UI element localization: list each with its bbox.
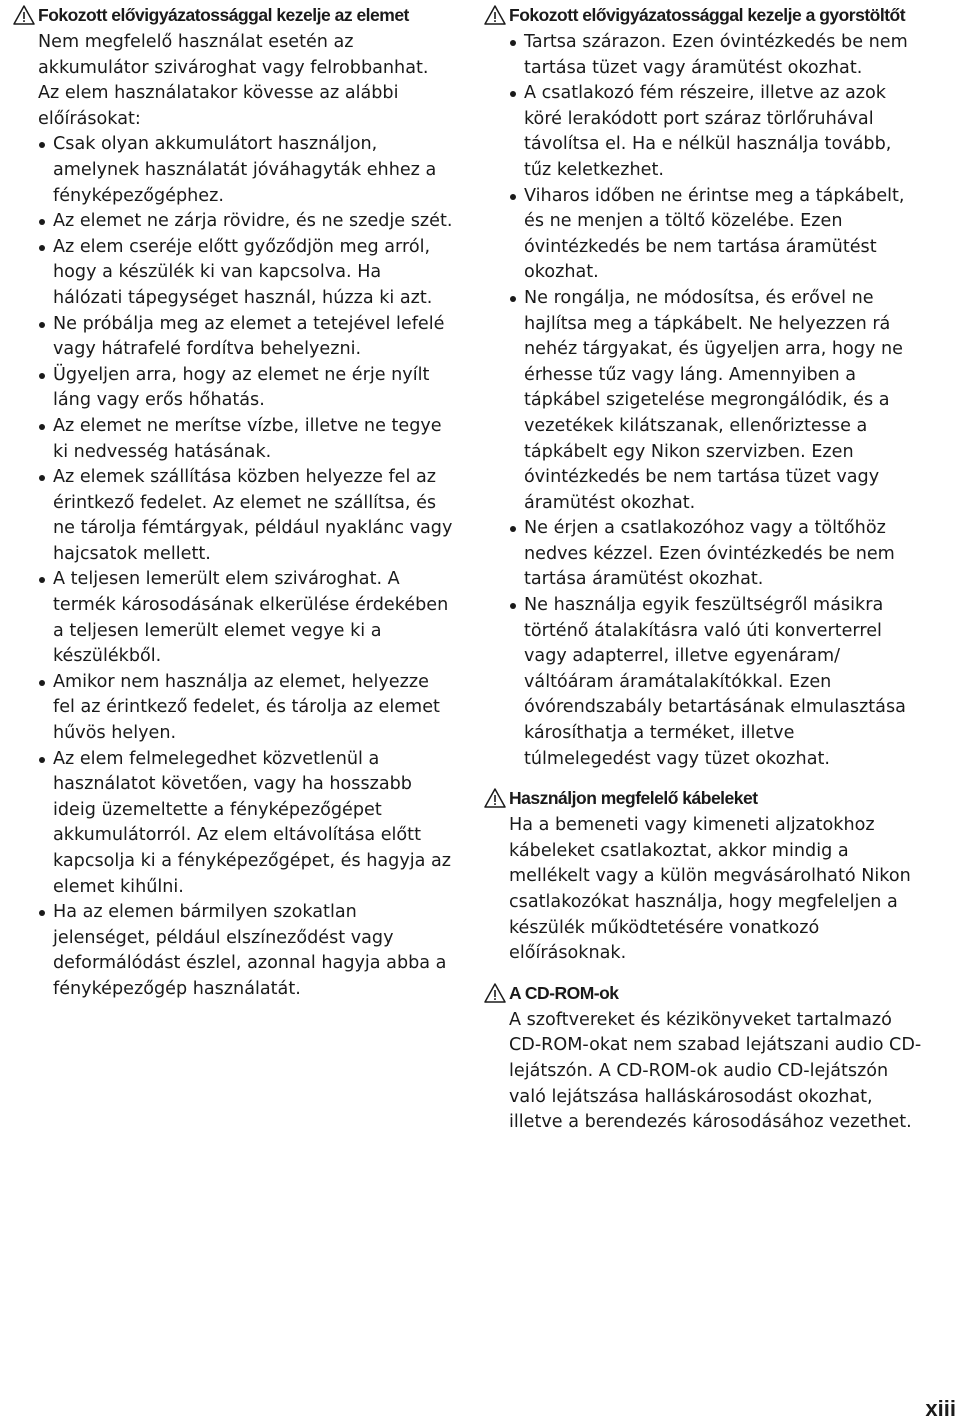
list-item: A csatlakozó fém részeire, illetve az azok köré lerakódott port száraz törlőruhával távolítsa el. Ha e nélkül használja tovább, tűz keletkezhet. bbox=[509, 81, 924, 183]
list-item: Az elem cseréje előtt győződjön meg arról, hogy a készülék ki van kapcsolva. Ha hálózati tápegységet használ, húzza ki azt. bbox=[38, 235, 453, 312]
cables-heading-text: Használjon megfelelő kábeleket bbox=[509, 788, 758, 809]
list-item: A teljesen lemerült elem szivároghat. A termék károsodásának elkerülése érdekében a teljesen lemerült elemet vegye ki a készülékből. bbox=[38, 567, 453, 669]
battery-intro: Nem megfelelő használat esetén az akkumulátor szivároghat vagy felrobbanhat. Az elem használatakor kövesse az alábbi előírásokat: bbox=[38, 32, 429, 129]
list-item: Az elemet ne zárja rövidre, és ne szedje szét. bbox=[38, 209, 453, 235]
page-number: xiii bbox=[925, 1396, 956, 1421]
list-item: Tartsa szárazon. Ezen óvintézkedés be nem tartása tüzet vagy áramütést okozhat. bbox=[509, 30, 924, 81]
warning-triangle-icon bbox=[484, 788, 506, 808]
battery-heading bbox=[13, 3, 453, 28]
cdrom-section bbox=[484, 981, 924, 1136]
cdrom-text: A szoftvereket és kézikönyveket tartalmazó CD-ROM-okat nem szabad lejátszani audio CD-lejátszón. A CD-ROM-ok audio CD-lejátszón való lejátszása halláskárosodást okozhat, illetve a berendezés károsodásához vezethet. bbox=[509, 1009, 922, 1133]
charger-bullet-list bbox=[509, 30, 924, 772]
right-column bbox=[484, 3, 924, 1150]
charger-heading bbox=[484, 3, 924, 28]
list-item: Ne használja egyik feszültségről másikra történő átalakításra való úti konverterrel vagy adapterrel, illetve egyenáram/ váltóáram áramátalakítókkal. Ezen óvórendszabály betartásának elmulasztása károsíthatja a terméket, illetve túlmelegedést vagy tüzet okozhat. bbox=[509, 593, 924, 772]
list-item: Csak olyan akkumulátort használjon, amelynek használatát jóváhagyták ehhez a fényképezőgéphez. bbox=[38, 132, 453, 209]
cdrom-heading-text: A CD-ROM-ok bbox=[509, 982, 619, 1003]
list-item: Ne rongálja, ne módosítsa, és erővel ne hajlítsa meg a tápkábelt. Ne helyezzen rá nehéz tárgyakat, és ügyeljen arra, hogy ne érhesse tűz vagy láng. Amennyiben a tápkábel szigetelése megrongálódik, és a vezetékek kilátszanak, ellenőriztesse a tápkábelt egy Nikon szervizben. Ezen óvintézkedés be nem tartása tüzet vagy áramütést okozhat. bbox=[509, 286, 924, 516]
warning-triangle-icon bbox=[484, 983, 506, 1003]
list-item: Amikor nem használja az elemet, helyezze fel az érintkező fedelet, és tárolja az elemet hűvös helyen. bbox=[38, 670, 453, 747]
cdrom-heading bbox=[484, 981, 924, 1006]
battery-section bbox=[13, 3, 453, 1003]
cables-section bbox=[484, 786, 924, 967]
charger-section bbox=[484, 3, 924, 772]
list-item: Ügyeljen arra, hogy az elemet ne érje nyílt láng vagy erős hőhatás. bbox=[38, 363, 453, 414]
list-item: Ne érjen a csatlakozóhoz vagy a töltőhöz nedves kézzel. Ezen óvintézkedés be nem tartása áramütést okozhat. bbox=[509, 516, 924, 593]
warning-triangle-icon bbox=[13, 5, 35, 25]
battery-bullet-list bbox=[38, 132, 453, 1002]
list-item: Ne próbálja meg az elemet a tetejével lefelé vagy hátrafelé fordítva behelyezni. bbox=[38, 312, 453, 363]
charger-heading-text: Fokozott elővigyázatossággal kezelje a gyorstöltőt bbox=[509, 5, 906, 25]
cables-heading bbox=[484, 786, 924, 811]
list-item: Viharos időben ne érintse meg a tápkábelt, és ne menjen a töltő közelébe. Ezen óvintézkedés be nem tartása áramütést okozhat. bbox=[509, 184, 924, 286]
left-column bbox=[13, 3, 453, 1017]
battery-heading-text: Fokozott elővigyázatossággal kezelje az elemet bbox=[38, 5, 409, 25]
cables-text: Ha a bemeneti vagy kimeneti aljzatokhoz kábeleket csatlakoztat, akkor mindig a mellékelt vagy a külön megvásárolható Nikon csatlakozókat használja, hogy megfeleljen a készülék működtetésére vonatkozó előírásoknak. bbox=[509, 815, 911, 964]
list-item: Ha az elemen bármilyen szokatlan jelenséget, például elszíneződést vagy deformálódást észlel, azonnal hagyja abba a fényképezőgép használatát. bbox=[38, 900, 453, 1002]
list-item: Az elemek szállítása közben helyezze fel az érintkező fedelet. Az elemet ne szállítsa, és ne tárolja fémtárgyak, például nyaklánc vagy hajcsatok mellett. bbox=[38, 465, 453, 567]
warning-triangle-icon bbox=[484, 5, 506, 25]
list-item: Az elemet ne merítse vízbe, illetve ne tegye ki nedvesség hatásának. bbox=[38, 414, 453, 465]
list-item: Az elem felmelegedhet közvetlenül a használatot követően, vagy ha hosszabb ideig üzemeltette a fényképezőgépet akkumulátorról. Az elem eltávolítása előtt kapcsolja ki a fényképezőgépet, és hagyja az elemet kihűlni. bbox=[38, 747, 453, 901]
